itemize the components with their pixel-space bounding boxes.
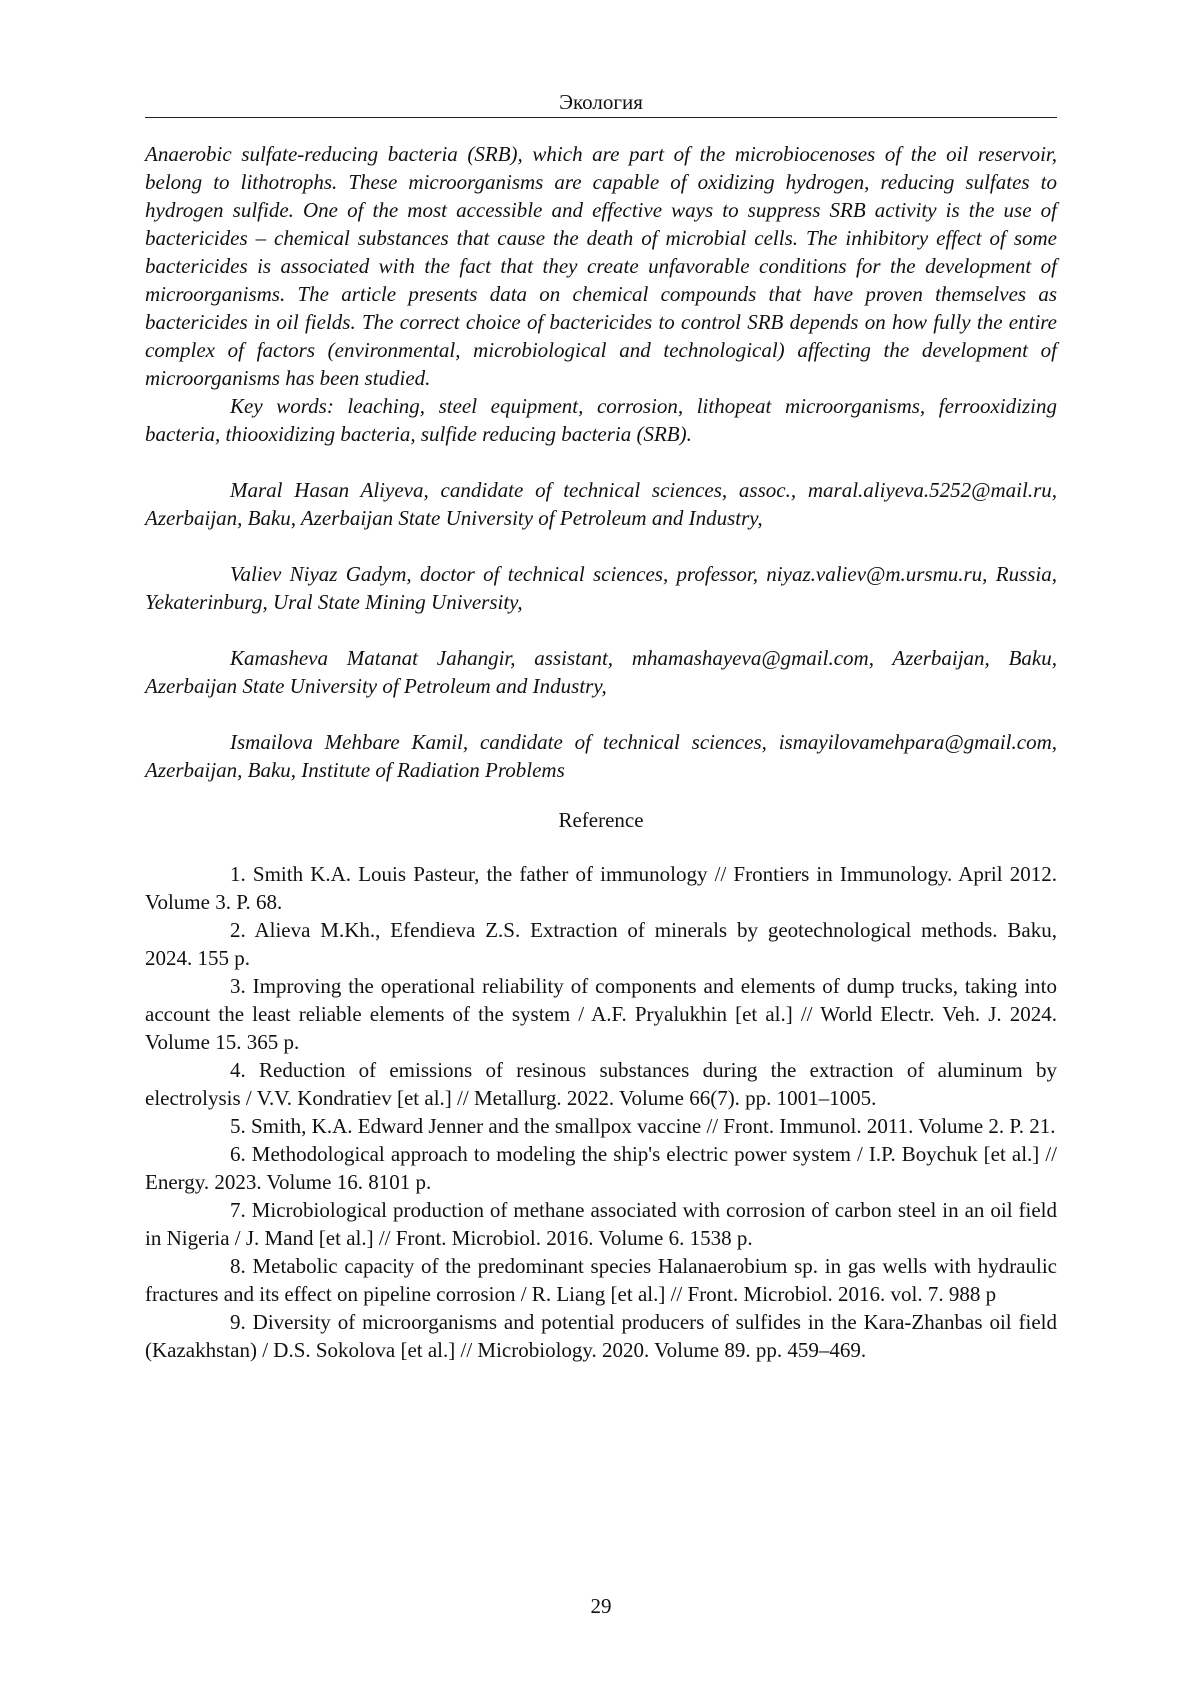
reference-item: 3. Improving the operational reliability of components and elements of dump trucks, taking into account the least reliable elements of the system / A.F. Pryalukhin [et al.] // World Electr. Veh. J. 2024. Volume 15. 365 p. [145, 974, 1057, 1054]
author-block: Valiev Niyaz Gadym, doctor of technical sciences, professor, niyaz.valiev@m.ursmu.ru, Russia, Yekaterinburg, Ural State Mining University, [145, 562, 1057, 614]
running-header: Экология [559, 90, 643, 114]
author-block: Maral Hasan Aliyeva, candidate of technical sciences, assoc., maral.aliyeva.5252@mail.ru, Azerbaijan, Baku, Azerbaijan State University of Petroleum and Industry, [145, 478, 1057, 530]
header-divider [145, 117, 1057, 118]
page-body [145, 140, 1057, 1364]
reference-item: 4. Reduction of emissions of resinous substances during the extraction of aluminum by electrolysis / V.V. Kondratiev [et al.] // Metallurg. 2022. Volume 66(7). pp. 1001–1005. [145, 1058, 1057, 1110]
reference-item: 6. Methodological approach to modeling the ship's electric power system / I.P. Boychuk [et al.] // Energy. 2023. Volume 16. 8101 p. [145, 1142, 1057, 1194]
references-heading: Reference [558, 808, 644, 832]
reference-item: 1. Smith K.A. Louis Pasteur, the father of immunology // Frontiers in Immunology. April 2012. Volume 3. P. 68. [145, 862, 1057, 914]
reference-item: 9. Diversity of microorganisms and potential producers of sulfides in the Kara-Zhanbas oil field (Kazakhstan) / D.S. Sokolova [et al.] // Microbiology. 2020. Volume 89. pp. 459–469. [145, 1310, 1057, 1362]
reference-item: 5. Smith, K.A. Edward Jenner and the smallpox vaccine // Front. Immunol. 2011. Volume 2. P. 21. [230, 1114, 1056, 1138]
abstract-paragraph: Anaerobic sulfate-reducing bacteria (SRB), which are part of the microbiocenoses of the oil reservoir, belong to lithotrophs. These microorganisms are capable of oxidizing hydrogen, reducing sulfates to hydrogen sulfide. One of the most accessible and effective ways to suppress SRB activity is the use of bactericides – chemical substances that cause the death of microbial cells. The inhibitory effect of some bactericides is associated with the fact that they create unfavorable conditions for the development of microorganisms. The article presents data on chemical compounds that have proven themselves as bactericides in oil fields. The correct choice of bactericides to control SRB depends on how fully the entire complex of factors (environmental, microbiological and technological) affecting the development of microorganisms has been studied. [145, 142, 1057, 390]
page-number: 29 [590, 1594, 612, 1618]
author-block: Kamasheva Matanat Jahangir, assistant, mhamashayeva@gmail.com, Azerbaijan, Baku, Azerbaijan State University of Petroleum and Industry, [145, 646, 1057, 698]
reference-item: 7. Microbiological production of methane associated with corrosion of carbon steel in an oil field in Nigeria / J. Mand [et al.] // Front. Microbiol. 2016. Volume 6. 1538 p. [145, 1198, 1057, 1250]
reference-item: 2. Alieva M.Kh., Efendieva Z.S. Extraction of minerals by geotechnological methods. Baku, 2024. 155 p. [145, 918, 1057, 970]
author-block: Ismailova Mehbare Kamil, candidate of technical sciences, ismayilovamehpara@gmail.com, Azerbaijan, Baku, Institute of Radiation Problems [145, 730, 1057, 782]
reference-item: 8. Metabolic capacity of the predominant species Halanaerobium sp. in gas wells with hydraulic fractures and its effect on pipeline corrosion / R. Liang [et al.] // Front. Microbiol. 2016. vol. 7. 988 p [145, 1254, 1057, 1306]
keywords-paragraph: Key words: leaching, steel equipment, corrosion, lithopeat microorganisms, ferrooxidizing bacteria, thiooxidizing bacteria, sulfide reducing bacteria (SRB). [145, 394, 1057, 446]
